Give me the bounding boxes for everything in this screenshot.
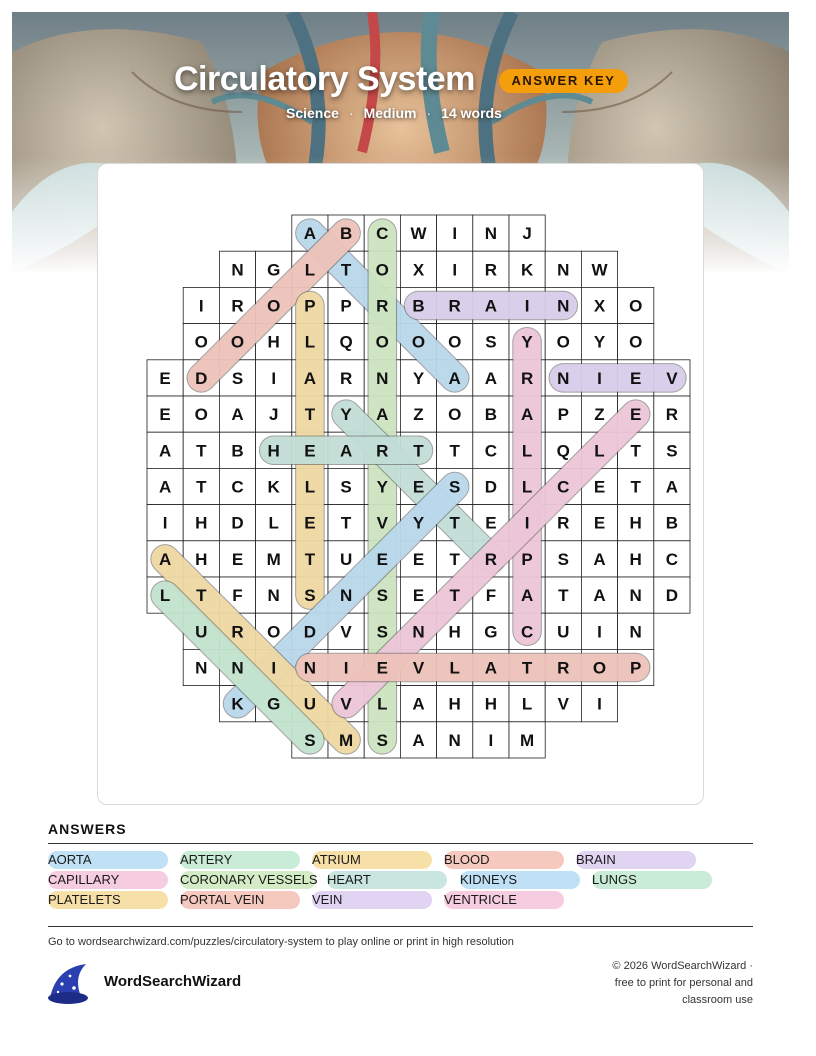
grid-letter: U <box>557 622 570 642</box>
answer-word-label: AORTA <box>48 852 92 867</box>
grid-letter: O <box>448 332 462 352</box>
grid-letter: Q <box>339 332 353 352</box>
grid-letter: I <box>198 296 204 316</box>
grid-letter: I <box>452 224 458 244</box>
grid-letter: E <box>485 513 497 533</box>
grid-letter: R <box>520 368 534 388</box>
grid-letter: L <box>521 694 533 714</box>
grid-letter: R <box>557 513 570 533</box>
grid-letter: H <box>484 694 498 714</box>
grid-letter: T <box>304 549 316 569</box>
grid-letter: O <box>629 296 643 316</box>
answer-word <box>312 891 432 909</box>
grid-letter: B <box>412 296 425 316</box>
grid-letter: I <box>524 296 530 316</box>
grid-letter: H <box>195 513 208 533</box>
grid-letter: V <box>340 622 352 642</box>
grid-letter: H <box>448 694 461 714</box>
grid-letter: A <box>520 586 534 606</box>
grid-letter: L <box>377 694 388 714</box>
grid-letter: N <box>195 658 208 678</box>
grid-letter: P <box>557 405 569 425</box>
grid-letter: N <box>557 368 570 388</box>
answer-word <box>48 891 168 909</box>
grid-letter: N <box>557 296 570 316</box>
answer-word <box>48 871 168 889</box>
grid-letter: O <box>194 332 208 352</box>
grid-letter: E <box>376 549 388 569</box>
grid-letter: H <box>629 549 642 569</box>
grid-letter: I <box>271 658 277 678</box>
answer-word <box>312 851 432 869</box>
grid-letter: L <box>594 441 605 461</box>
grid-letter: C <box>484 441 498 461</box>
grid-letter: O <box>629 332 643 352</box>
grid-letter: I <box>271 368 277 388</box>
grid-letter: M <box>339 730 354 750</box>
answer-word-label: CORONARY VESSELS <box>180 872 318 887</box>
grid-letter: E <box>630 368 642 388</box>
grid-letter: N <box>339 586 353 606</box>
grid-letter: R <box>376 296 389 316</box>
grid-letter: K <box>231 694 244 714</box>
grid-letter: N <box>557 260 570 280</box>
grid-letter: Y <box>376 477 388 497</box>
grid-letter: B <box>484 405 498 425</box>
grid-letter: A <box>665 477 679 497</box>
grid-letter: A <box>412 730 425 750</box>
grid-letter: O <box>375 332 389 352</box>
grid-letter: R <box>484 549 498 569</box>
grid-letter: X <box>412 260 425 280</box>
grid-letter: N <box>231 260 244 280</box>
answer-word-label: VENTRICLE <box>444 892 517 907</box>
grid-letter: B <box>665 513 679 533</box>
grid-letter: Y <box>412 368 425 388</box>
grid-letter: W <box>410 224 427 244</box>
grid-letter: Q <box>556 441 570 461</box>
answer-word-label: KIDNEYS <box>460 872 518 887</box>
grid-letter: V <box>666 368 678 388</box>
grid-letter: G <box>267 694 281 714</box>
grid-letter: Z <box>413 405 424 425</box>
puzzle-meta <box>286 104 502 122</box>
grid-letter: E <box>593 513 606 533</box>
answer-word <box>180 891 300 909</box>
grid-letter: S <box>340 477 352 497</box>
grid-letter: T <box>630 441 641 461</box>
grid-letter: A <box>376 405 389 425</box>
grid-letter: E <box>304 513 316 533</box>
grid-letter: L <box>521 441 533 461</box>
answer-word-label: ARTERY <box>180 852 233 867</box>
grid-letter: P <box>521 549 533 569</box>
grid-letter: F <box>232 586 243 606</box>
grid-letter: L <box>159 586 171 606</box>
grid-letter: H <box>267 332 280 352</box>
grid-letter: S <box>449 477 461 497</box>
grid-letter: K <box>267 477 280 497</box>
grid-letter: R <box>665 405 679 425</box>
grid-letter: N <box>448 730 461 750</box>
grid-letter: Y <box>593 332 606 352</box>
grid-letter: O <box>230 332 245 352</box>
grid-letter: V <box>340 694 352 714</box>
difficulty-label: Medium <box>363 105 417 121</box>
grid-letter: C <box>231 477 244 497</box>
grid-letter: E <box>412 549 425 569</box>
grid-letter: R <box>557 658 570 678</box>
grid-letter: R <box>484 260 498 280</box>
grid-letter: T <box>449 549 460 569</box>
grid-letter: H <box>629 513 642 533</box>
divider <box>48 843 753 844</box>
grid-letter: G <box>484 622 498 642</box>
grid-letter: N <box>376 368 389 388</box>
brand-name: WordSearchWizard <box>104 973 242 990</box>
grid-letter: S <box>485 332 497 352</box>
grid-letter: S <box>304 730 316 750</box>
grid-letter: T <box>449 513 460 533</box>
grid-letter: W <box>591 260 608 280</box>
grid-letter: S <box>376 730 388 750</box>
copyright-text <box>573 958 753 1009</box>
answers-list <box>48 850 753 912</box>
grid-letter: D <box>303 622 317 642</box>
grid-letter: O <box>448 405 462 425</box>
grid-letter: L <box>268 513 279 533</box>
answer-word-label: PORTAL VEIN <box>180 892 265 907</box>
grid-letter: I <box>524 513 530 533</box>
grid-letter: N <box>231 658 244 678</box>
grid-letter: T <box>340 513 352 533</box>
grid-letter: T <box>340 260 352 280</box>
grid-letter: O <box>556 332 570 352</box>
answer-word-label: BLOOD <box>444 852 490 867</box>
grid-letter: J <box>268 405 279 425</box>
grid-letter: S <box>304 586 316 606</box>
grid-letter: E <box>304 441 316 461</box>
grid-letter: A <box>303 224 317 244</box>
grid-letter: A <box>303 368 317 388</box>
answer-word <box>48 851 168 869</box>
grid-letter: L <box>449 658 460 678</box>
grid-letter: H <box>267 441 280 461</box>
grid-letter: T <box>449 586 460 606</box>
grid-letter: F <box>485 586 497 606</box>
separator-dot: · <box>426 105 432 121</box>
grid-letter: A <box>520 405 534 425</box>
grid-letter: A <box>412 694 425 714</box>
grid-letter: L <box>521 477 533 497</box>
grid-letter: A <box>158 549 172 569</box>
grid-letter: R <box>231 622 244 642</box>
grid-letter: A <box>231 405 244 425</box>
grid-letter: E <box>159 405 171 425</box>
grid-letter: A <box>593 586 606 606</box>
grid-letter: P <box>304 296 316 316</box>
grid-letter: P <box>340 296 352 316</box>
grid-letter: O <box>411 332 426 352</box>
grid-letter: I <box>597 622 602 642</box>
grid-letter: O <box>267 296 281 316</box>
grid-letter: R <box>376 441 389 461</box>
answer-word <box>444 891 564 909</box>
grid-letter: B <box>231 441 244 461</box>
subject-label: Science <box>286 105 339 121</box>
answer-word <box>180 851 300 869</box>
grid-letter: R <box>339 368 353 388</box>
grid-letter: T <box>196 586 207 606</box>
answer-word-label: VEIN <box>312 892 343 907</box>
grid-letter: A <box>484 368 498 388</box>
grid-letter: T <box>304 405 316 425</box>
separator-dot: · <box>348 105 354 121</box>
grid-letter: E <box>412 586 425 606</box>
grid-letter: C <box>376 224 389 244</box>
grid-letter: I <box>452 260 458 280</box>
grid-letter: T <box>413 441 424 461</box>
grid-letter: A <box>593 549 606 569</box>
grid-letter: S <box>231 368 244 388</box>
grid-letter: E <box>412 477 425 497</box>
grid-letter: I <box>597 368 602 388</box>
grid-letter: I <box>597 694 602 714</box>
wizard-hat-logo-icon <box>46 962 94 1006</box>
grid-letter: S <box>376 586 388 606</box>
answer-key-badge: ANSWER KEY <box>499 69 628 93</box>
grid-letter: V <box>376 513 388 533</box>
answer-word-label: ATRIUM <box>312 852 361 867</box>
grid-letter: T <box>558 586 569 606</box>
grid-letter: E <box>159 368 171 388</box>
grid-letter: E <box>231 549 244 569</box>
grid-letter: U <box>303 694 317 714</box>
answer-word-label: LUNGS <box>592 872 637 887</box>
grid-letter: D <box>484 477 498 497</box>
answer-word <box>460 871 580 889</box>
grid-letter: V <box>412 658 425 678</box>
copyright-line: free to print for personal and <box>614 977 753 989</box>
grid-letter: U <box>195 622 208 642</box>
grid-letter: C <box>520 622 534 642</box>
grid-letter: S <box>557 549 569 569</box>
word-search-grid <box>98 164 705 806</box>
grid-letter: D <box>665 586 679 606</box>
grid-letter: N <box>629 622 642 642</box>
puzzle-card <box>97 163 704 805</box>
grid-letter: O <box>375 260 389 280</box>
grid-letter: M <box>266 549 281 569</box>
divider <box>48 926 753 927</box>
grid-letter: H <box>448 622 461 642</box>
grid-letter: O <box>267 622 281 642</box>
grid-letter: P <box>630 658 642 678</box>
word-count-label: 14 words <box>441 105 502 121</box>
grid-letter: O <box>592 658 607 678</box>
grid-letter: E <box>376 658 388 678</box>
answer-word-label: BRAIN <box>576 852 616 867</box>
grid-letter: C <box>665 549 679 569</box>
grid-letter: T <box>521 658 533 678</box>
grid-letter: V <box>557 694 569 714</box>
page-title: Circulatory System <box>174 60 475 98</box>
grid-letter: H <box>195 549 208 569</box>
grid-letter: M <box>520 730 535 750</box>
grid-letter: Y <box>412 513 425 533</box>
grid-letter: T <box>196 477 207 497</box>
grid-letter: E <box>593 477 606 497</box>
answer-word <box>444 851 564 869</box>
grid-letter: S <box>666 441 678 461</box>
grid-letter: T <box>196 441 207 461</box>
grid-letter: R <box>448 296 461 316</box>
grid-letter: T <box>630 477 641 497</box>
answer-word-label: PLATELETS <box>48 892 121 907</box>
grid-letter: G <box>267 260 281 280</box>
grid-letter: E <box>630 405 642 425</box>
grid-letter: A <box>158 441 172 461</box>
grid-letter: N <box>484 224 498 244</box>
grid-letter: O <box>194 405 208 425</box>
grid-letter: A <box>484 658 498 678</box>
grid-letter: I <box>162 513 168 533</box>
grid-letter: A <box>448 368 461 388</box>
answer-word-label: CAPILLARY <box>48 872 120 887</box>
grid-letter: N <box>267 586 280 606</box>
grid-letter: N <box>412 622 425 642</box>
grid-letter: A <box>158 477 172 497</box>
grid-letter: T <box>449 441 460 461</box>
grid-letter: B <box>339 224 353 244</box>
grid-letter: U <box>339 549 353 569</box>
grid-letter: C <box>557 477 570 497</box>
grid-letter: D <box>231 513 244 533</box>
grid-letter: Y <box>521 332 533 352</box>
grid-letter: Z <box>594 405 605 425</box>
grid-letter: A <box>484 296 498 316</box>
grid-letter: I <box>488 730 494 750</box>
grid-letter: N <box>629 586 642 606</box>
copyright-line: © 2026 WordSearchWizard · <box>612 960 753 972</box>
grid-letter: S <box>376 622 388 642</box>
answer-word-label: HEART <box>327 872 371 887</box>
grid-letter: R <box>231 296 244 316</box>
grid-letter: X <box>593 296 606 316</box>
answers-heading: ANSWERS <box>48 821 127 837</box>
grid-letter: K <box>520 260 534 280</box>
grid-letter: L <box>304 477 316 497</box>
answer-word <box>180 871 316 889</box>
grid-letter: J <box>522 224 532 244</box>
grid-letter: N <box>303 658 317 678</box>
grid-letter: I <box>343 658 349 678</box>
grid-letter: L <box>304 332 316 352</box>
footer-link-text: Go to wordsearchwizard.com/puzzles/circulatory-system to play online or print in high resolution <box>48 936 514 948</box>
grid-letter: A <box>339 441 353 461</box>
grid-letter: L <box>304 260 316 280</box>
answer-word <box>576 851 696 869</box>
grid-letter: Y <box>340 405 352 425</box>
grid-letter: D <box>195 368 208 388</box>
answer-word <box>592 871 712 889</box>
copyright-line: classroom use <box>682 994 753 1006</box>
answer-word <box>327 871 447 889</box>
